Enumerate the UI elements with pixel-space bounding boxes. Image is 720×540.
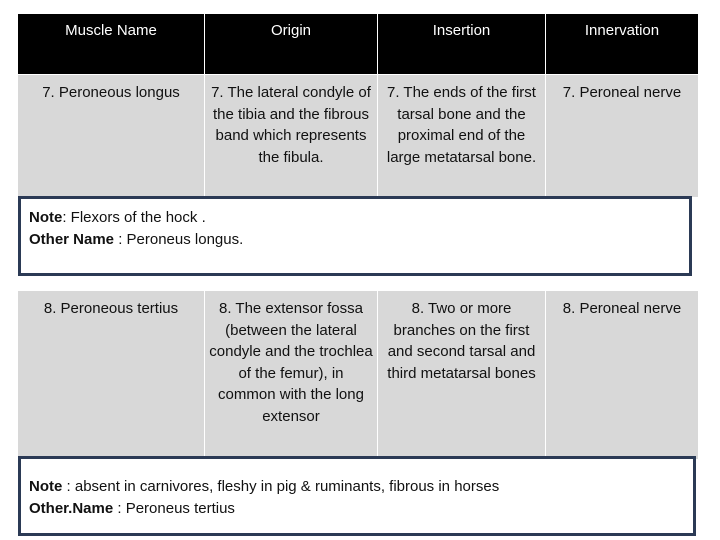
muscle-table	[18, 14, 698, 534]
other-name-text: : Peroneus longus.	[114, 231, 244, 248]
other-name-label: Other.Name	[29, 500, 114, 517]
table-row	[18, 291, 698, 459]
note-box	[18, 456, 696, 536]
other-name-line	[29, 229, 681, 251]
table-row	[18, 75, 698, 197]
note-text: : absent in carnivores, fleshy in pig & ruminants, fibrous in horses	[62, 478, 500, 495]
other-name-line	[29, 498, 685, 520]
note-text: : Flexors of the hock .	[62, 209, 206, 226]
cell-muscle: 7. Peroneous longus	[18, 75, 204, 197]
cell-muscle: 8. Peroneous tertius	[18, 291, 204, 459]
other-name-label: Other Name	[29, 231, 115, 248]
note-label: Note	[29, 478, 63, 495]
cell-insertion: 7. The ends of the first tarsal bone and the proximal end of the large metatarsal bone.	[378, 75, 545, 197]
header-insertion: Insertion	[378, 14, 545, 74]
note-line	[29, 207, 681, 229]
cell-innervation: 8. Peroneal nerve	[546, 291, 698, 459]
cell-origin: 8. The extensor fossa (between the lateral condyle and the trochlea of the femur), in common with the long extensor	[205, 291, 377, 459]
header-muscle-name: Muscle Name	[18, 14, 204, 74]
cell-innervation: 7. Peroneal nerve	[546, 75, 698, 197]
cell-origin: 7. The lateral condyle of the tibia and the fibrous band which represents the fibula.	[205, 75, 377, 197]
table-header-row	[18, 14, 698, 74]
note-line	[29, 476, 685, 498]
note-box	[18, 196, 692, 276]
header-origin: Origin	[205, 14, 377, 74]
other-name-text: : Peroneus tertius	[113, 500, 235, 517]
note-label: Note	[29, 209, 63, 226]
header-innervation: Innervation	[546, 14, 698, 74]
cell-insertion: 8. Two or more branches on the first and second tarsal and third metatarsal bones	[378, 291, 545, 459]
